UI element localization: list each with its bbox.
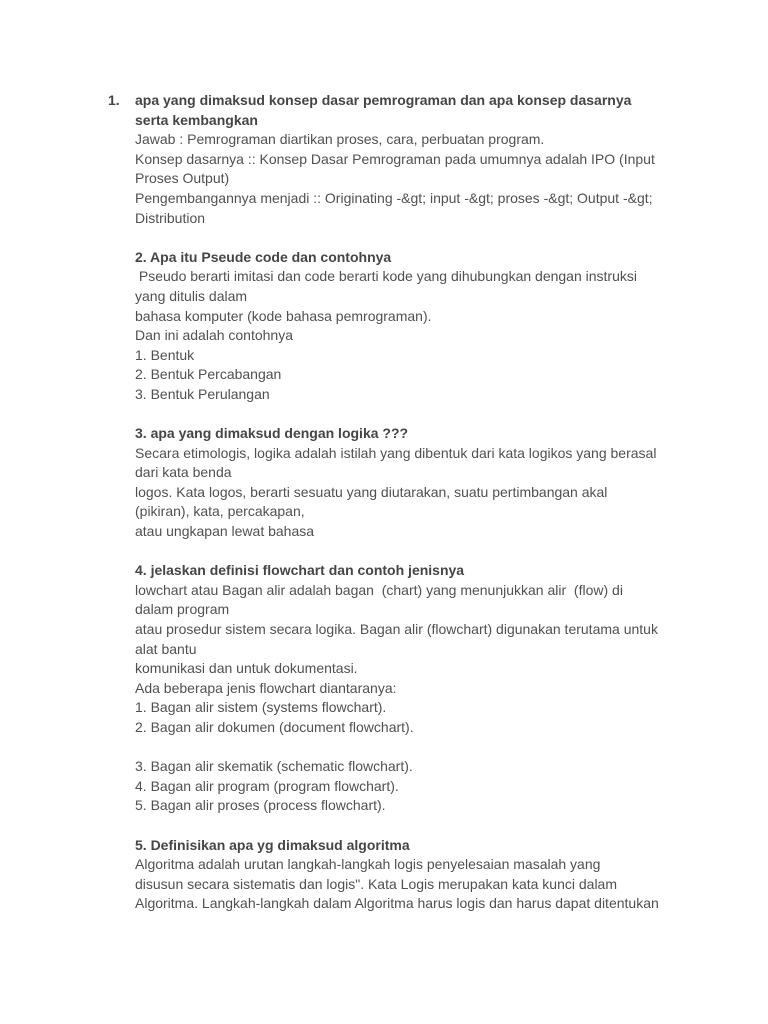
question-3: [135, 424, 695, 542]
answer-line: Dan ini adalah contohnya: [135, 327, 294, 344]
question-1-title-line: apa yang dimaksud konsep dasar pemrograman dan apa konsep dasarnya: [135, 92, 632, 108]
question-5: [135, 836, 695, 914]
answer-line: yang ditulis dalam: [135, 287, 248, 304]
question-1: [108, 91, 695, 228]
answer-line: Distribution: [135, 209, 206, 226]
answer-line: logos. Kata logos, berarti sesuatu yang diutarakan, suatu pertimbangan akal: [135, 483, 608, 500]
spacer: [135, 228, 695, 248]
answer-line: dalam program: [135, 601, 230, 618]
spacer: [135, 405, 695, 425]
answer-line: 5. Bagan alir proses (process flowchart).: [135, 797, 386, 814]
spacer: [135, 738, 695, 758]
question-2: [135, 248, 695, 405]
answer-line: Konsep dasarnya :: Konsep Dasar Pemrograman pada umumnya adalah IPO (Input: [135, 150, 655, 167]
question-4-title: 4. jelaskan definisi flowchart dan contoh jenisnya: [135, 562, 465, 579]
answer-line: Secara etimologis, logika adalah istilah yang dibentuk dari kata logikos yang berasal: [135, 444, 657, 461]
answer-line: komunikasi dan untuk dokumentasi.: [135, 660, 358, 677]
answer-line: lowchart atau Bagan alir adalah bagan (chart) yang menunjukkan alir (flow) di: [135, 581, 623, 598]
answer-line: Algoritma. Langkah-langkah dalam Algoritma harus logis dan harus dapat ditentukan: [135, 895, 659, 912]
answer-line: Pengembangannya menjadi :: Originating -&gt; input -&gt; proses -&gt; Output -&gt;: [135, 189, 653, 206]
answer-line: 1. Bagan alir sistem (systems flowchart).: [135, 699, 387, 716]
answer-line: disusun secara sistematis dan logis". Kata Logis merupakan kata kunci dalam: [135, 875, 618, 892]
question-3-title: 3. apa yang dimaksud dengan logika ???: [135, 425, 409, 442]
answer-line: 2. Bentuk Percabangan: [135, 366, 282, 383]
answer-line: (pikiran), kata, percakapan,: [135, 503, 305, 520]
answer-line: 3. Bagan alir skematik (schematic flowchart).: [135, 758, 413, 775]
answer-line: 2. Bagan alir dokumen (document flowchart).: [135, 719, 414, 735]
spacer: [135, 816, 695, 836]
answer-line: Pseudo berarti imitasi dan code berarti kode yang dihubungkan dengan instruksi: [135, 268, 637, 285]
question-2-title: 2. Apa itu Pseude code dan contohnya: [135, 248, 392, 265]
answer-line: 4. Bagan alir program (program flowchart).: [135, 777, 399, 794]
answer-line: Ada beberapa jenis flowchart diantaranya:: [135, 679, 397, 696]
answer-line: 1. Bentuk: [135, 346, 195, 363]
question-1-title-line: serta kembangkan: [135, 111, 258, 128]
answer-line: bahasa komputer (kode bahasa pemrograman).: [135, 307, 432, 324]
answer-line: Jawab : Pemrograman diartikan proses, cara, perbuatan program.: [135, 131, 545, 148]
answer-line: alat bantu: [135, 640, 197, 657]
spacer: [135, 542, 695, 562]
answer-line: Proses Output): [135, 170, 230, 187]
answer-line: atau prosedur sistem secara logika. Bagan alir (flowchart) digunakan terutama untuk: [135, 621, 658, 638]
answer-line: 3. Bentuk Perulangan: [135, 385, 270, 402]
answer-line: Algoritma adalah urutan langkah-langkah logis penyelesaian masalah yang: [135, 856, 601, 873]
question-4: [135, 561, 695, 816]
question-5-title: 5. Definisikan apa yg dimaksud algoritma: [135, 836, 410, 853]
question-1-number: 1.: [108, 92, 120, 108]
answer-line: dari kata benda: [135, 464, 232, 481]
answer-line: atau ungkapan lewat bahasa: [135, 523, 315, 540]
document-body: [108, 91, 695, 914]
